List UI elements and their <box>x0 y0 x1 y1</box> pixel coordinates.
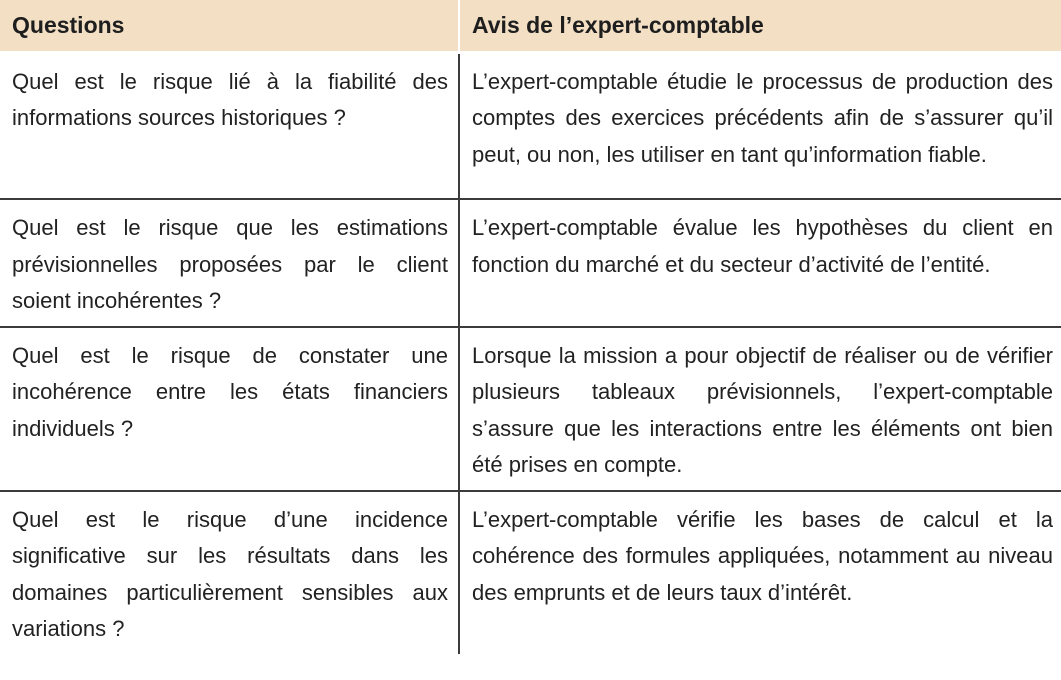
table-row <box>0 491 1061 654</box>
question-cell: Quel est le risque que les estimations prévisionnelles proposées par le client soient incohérentes ? <box>0 199 459 327</box>
answer-cell: L’expert-comptable vérifie les bases de calcul et la cohérence des formules appliquées, notamment au niveau des emprunts et de leurs taux d’intérêt. <box>459 491 1061 654</box>
question-cell: Quel est le risque lié à la fiabilité des informations sources historiques ? <box>0 52 459 199</box>
header-expert-opinion: Avis de l’expert-comptable <box>459 0 1061 52</box>
table-header-row <box>0 0 1061 52</box>
answer-cell: L’expert-comptable évalue les hypothèses du client en fonction du marché et du secteur d’activité de l’entité. <box>459 199 1061 327</box>
answer-cell: Lorsque la mission a pour objectif de réaliser ou de vérifier plusieurs tableaux prévisionnels, l’expert-comptable s’assure que les interactions entre les éléments ont bien été prises en compte. <box>459 327 1061 491</box>
table-row <box>0 52 1061 199</box>
table-row <box>0 199 1061 327</box>
header-questions: Questions <box>0 0 459 52</box>
question-cell: Quel est le risque de constater une incohérence entre les états financiers individuels ? <box>0 327 459 491</box>
table-row <box>0 327 1061 491</box>
question-cell: Quel est le risque d’une incidence significative sur les résultats dans les domaines particulièrement sensibles aux variations ? <box>12 506 448 641</box>
answer-cell: L’expert-comptable étudie le processus de production des comptes des exercices précédents afin de s’assurer qu’il peut, ou non, les utiliser en tant qu’information fiable. <box>459 52 1061 199</box>
